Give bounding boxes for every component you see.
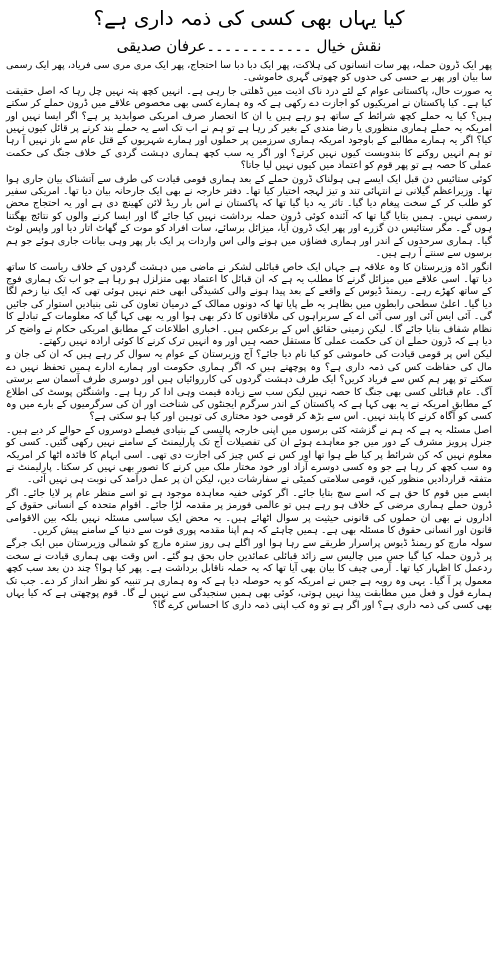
- column-byline: نقش خیال ۔۔۔۔۔۔۔۔۔۔۔۔عرفان صدیقی: [116, 37, 382, 55]
- paragraph: انگور اڈہ وزیرستان کا وہ علاقہ ہے جہاں ایک خاص قبائلی لشکر نے ماضی میں دہشت گردوں کے خلاف ریاست کا ساتھ دیا تھا۔ اسی علاقے میں میزائل گرنے کا مطلب یہ ہے کہ ان قبائل کا اعتماد بھی متزلزل ہو رہا ہے جو اب تک ہماری فوج کے ساتھ کھڑے رہے۔ ریمنڈ ڈیوس کے واقعے کے بعد پیدا ہونے والی کشیدگی ابھی ختم نہیں ہوئی تھی کہ ایک نیا زخم لگا دیا گیا۔ اعلیٰ سطحی رابطوں میں بظاہر یہ طے پایا تھا کہ دونوں ممالک کے درمیان تعاون کی نئی بنیادیں استوار کی جائیں گی۔ آئی ایس آئی اور سی آئی اے کے سربراہوں کی ملاقاتوں کا ذکر بھی ہوا اور یہ بھی کہا گیا کہ معلومات کے تبادلے کا نظام شفاف بنایا جائے گا۔ لیکن زمینی حقائق اس کے برعکس ہیں۔ اخباری اطلاعات کے مطابق امریکی حکام نے واضح کر دیا ہے کہ ڈرون حملے ان کی حکمت عملی کا مستقل حصہ ہیں اور وہ انہیں ترک کرنے کا کوئی ارادہ نہیں رکھتے۔: [6, 261, 492, 347]
- paragraph: اصل مسئلہ یہ ہے کہ ہم نے گزشتہ کئی برسوں میں اپنی خارجہ پالیسی کے بنیادی فیصلے دوسروں کے حوالے کر دیے ہیں۔ جنرل پرویز مشرف کے دور میں جو معاہدے ہوئے ان کی تفصیلات آج تک پارلیمنٹ کے سامنے نہیں رکھی گئیں۔ کسی کو معلوم نہیں کہ کن شرائط پر کیا طے ہوا تھا اور کس نے کس چیز کی اجازت دی تھی۔ اسی ابہام کا فائدہ اٹھا کر امریکہ وہ سب کچھ کر رہا ہے جو وہ کسی دوسرے آزاد اور خود مختار ملک میں کرنے کا تصور بھی نہیں کر سکتا۔ پارلیمنٹ نے متفقہ قراردادیں منظور کیں، قومی سلامتی کمیٹی نے سفارشات دیں، لیکن ان پر عمل درآمد کی نوبت ہی نہیں آئی۔: [6, 424, 492, 486]
- article-headline: کیا یہاں بھی کسی کی ذمہ داری ہے؟: [93, 6, 405, 30]
- paragraph: سولہ مارچ کو ریمنڈ ڈیوس پراسرار طریقے سے رہا ہوا اور اگلے ہی روز سترہ مارچ کو شمالی وزیرستان میں ایک جرگے پر ڈرون حملہ کیا گیا جس میں چالیس سے زائد قبائلی عمائدین جاں بحق ہو گئے۔ اس وقت بھی ہماری قیادت نے سخت ردعمل کا اظہار کیا تھا۔ آرمی چیف کا بیان بھی آیا تھا کہ یہ حملہ ناقابل برداشت ہے۔ پھر کیا ہوا؟ چند دن بعد سب کچھ معمول پر آ گیا۔ یہی وہ رویہ ہے جس نے امریکہ کو یہ حوصلہ دیا ہے کہ وہ ہماری ہر تنبیہ کو نظر انداز کر دے۔ جب تک ہمارے قول و فعل میں مطابقت پیدا نہیں ہوتی، کوئی بھی ہمیں سنجیدگی سے نہیں لے گا۔ قوم پوچھتی ہے کہ کیا یہاں بھی کسی کی ذمہ داری ہے؟ اور اگر ہے تو وہ کب اپنی ذمہ داری کا احساس کرے گا؟: [6, 538, 492, 612]
- paragraph: ایسے میں قوم کا حق ہے کہ اسے سچ بتایا جائے۔ اگر کوئی خفیہ معاہدہ موجود ہے تو اسے منظر عام پر لایا جائے۔ اگر ڈرون حملے ہماری مرضی کے خلاف ہو رہے ہیں تو عالمی فورمز پر مقدمہ لڑا جائے۔ اقوام متحدہ کے انسانی حقوق کے اداروں نے بھی ان حملوں کی قانونی حیثیت پر سوال اٹھائے ہیں۔ یہ محض ایک سیاسی مسئلہ نہیں بلکہ بین الاقوامی قانون اور انسانی حقوق کا مسئلہ بھی ہے۔ ہمیں چاہئے کہ ہم اپنا مقدمہ پوری قوت سے دنیا کے سامنے پیش کریں۔: [6, 487, 492, 537]
- paragraph: پھر ایک ڈرون حملہ، پھر سات انسانوں کی ہلاکت، پھر ایک دبا دبا سا احتجاج، پھر ایک مری مری سی فریاد، پھر ایک رسمی سا بیان اور پھر بے حسی کی حدوں کو چھوتی گہری خاموشی۔: [6, 60, 492, 84]
- paragraph: لیکن اس پر قومی قیادت کی خاموشی کو کیا نام دیا جائے؟ آج وزیرستان کے عوام یہ سوال کر رہے ہیں کہ ان کی جان و مال کی حفاظت کس کی ذمہ داری ہے؟ وہ پوچھتے ہیں کہ اگر ہماری حکومت اور ہمارے ادارے ہمیں تحفظ نہیں دے سکتے تو پھر ہم کس سے فریاد کریں؟ ایک طرف دہشت گردوں کی کارروائیاں ہیں اور دوسری طرف آسمان سے برستی آگ۔ عام قبائلی کسی بھی جنگ کا حصہ نہیں لیکن سب سے زیادہ قیمت وہی ادا کر رہا ہے۔ واشنگٹن پوسٹ کی اطلاع کے مطابق امریکہ نے یہ بھی کہا ہے کہ پاکستان کے اندر سرگرم ایجنٹوں کی شناخت اور ان کی سرگرمیوں کے بارے میں وہ کسی کو آگاہ کرنے کا پابند نہیں۔ اس سے بڑھ کر قومی خود مختاری کی توہین اور کیا ہو سکتی ہے؟: [6, 349, 492, 423]
- paragraph: یہ صورت حال، پاکستانی عوام کے لئے درد ناک اذیت میں ڈھلتی جا رہی ہے۔ انہیں کچھ پتہ نہیں چل رہا کہ اصل حقیقت کیا ہے۔ کیا پاکستان نے امریکیوں کو اجازت دے رکھی ہے کہ وہ ہمارے کسی بھی مخصوص علاقے میں ڈرون حملے کر سکتے ہیں؟ کیا یہ حملے کچھ شرائط کے ساتھ ہو رہے ہیں یا ان کا انحصار صرف امریکی صوابدید پر ہے؟ اگر ایسا نہیں اور امریکہ یہ حملے ہماری منظوری یا رضا مندی کے بغیر کر رہا ہے تو ہم نے اب تک اسے یہ حملے بند کرنے پر قائل کیوں نہیں کیا؟ اگر یہ ہمارے مطالبے کے باوجود امریکہ ہماری سرزمین پر حملوں اور ہمارے شہریوں کے قتل عام سے باز نہیں آ رہا تو ہم انہیں روکنے کا بندوبست کیوں نہیں کرتے؟ اور اگر یہ سب کچھ ہماری دہشت گردی کے خلاف جنگ کی حکمت عملی کا حصہ ہے تو پھر قوم کو اعتماد میں کیوں نہیں لیا جاتا؟: [6, 85, 492, 172]
- paragraph: کوئی ستائیس دن قبل ایک ایسے ہی ہولناک ڈرون حملے کے بعد ہماری قومی قیادت کی طرف سے آتشناک بیان جاری ہوا تھا۔ وزیراعظم گیلانی نے انتہائی تند و تیز لہجہ اختیار کیا تھا۔ دفتر خارجہ نے بھی ایک جارحانہ بیان دیا تھا۔ امریکی سفیر کو طلب کر کے سخت پیغام دیا گیا۔ تاثر یہ دیا گیا تھا کہ پاکستان نے اس بار ریڈ لائن کھینچ دی ہے اور یہ احتجاج محض رسمی نہیں۔ ہمیں بتایا گیا تھا کہ آئندہ کوئی ڈرون حملہ برداشت نہیں کیا جائے گا اور ایسا کرنے والوں کو نتائج بھگتنا ہوں گے۔ مگر ستائیس دن گزرے اور پھر ایک ڈرون آیا، میزائل برسائے، سات افراد کو موت کے گھاٹ اتار دیا اور واپس لوٹ گیا۔ ہماری سرحدوں کے اندر اور ہماری فضاؤں میں ہونے والی اس واردات پر ایک بار پھر وہی بیانات جاری ہوئے جو ہم برسوں سے سنتے آ رہے ہیں۔: [6, 173, 492, 260]
- article-body: [6, 60, 492, 613]
